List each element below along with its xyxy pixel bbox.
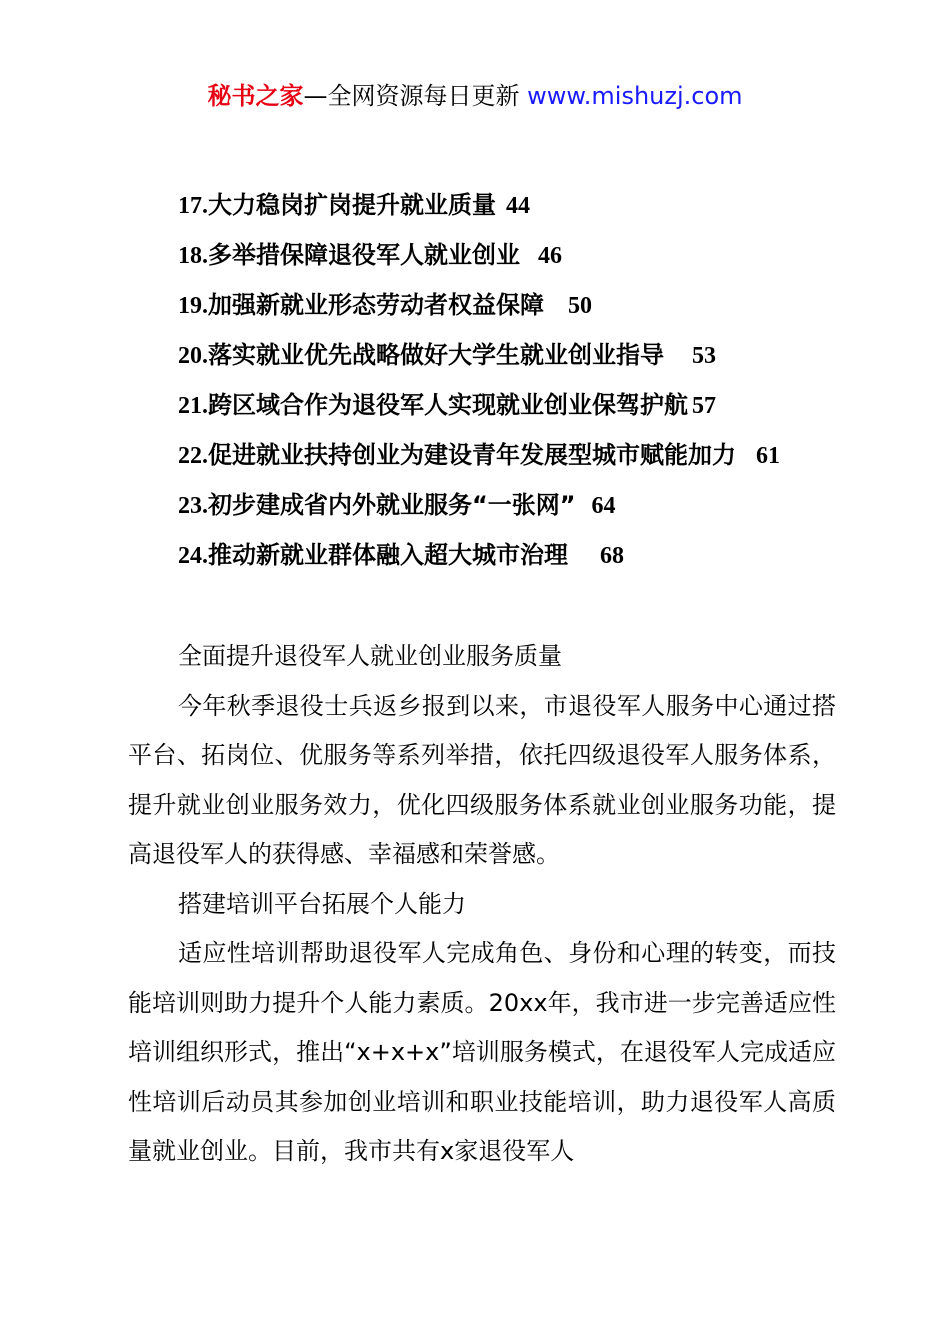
article-body (128, 632, 836, 1177)
toc-item[interactable] (178, 235, 898, 285)
toc-item-title: 跨区域合作为退役军人实现就业创业保驾护航 (208, 391, 688, 419)
section-heading: 搭建培训平台拓展个人能力 (178, 889, 466, 918)
toc-item[interactable] (178, 285, 898, 335)
toc-item-page: 57 (692, 393, 716, 419)
toc-item-page: 68 (600, 543, 624, 569)
site-header (0, 80, 950, 112)
toc-item-title: 推动新就业群体融入超大城市治理 (208, 541, 568, 569)
toc-item-title: 多举措保障退役军人就业创业 (208, 241, 520, 269)
toc-item-page: 46 (538, 243, 562, 269)
toc-item-title: 加强新就业形态劳动者权益保障 (208, 291, 544, 319)
toc-item-page: 44 (506, 193, 530, 219)
toc-item-page: 61 (756, 443, 780, 469)
toc-item-title: 初步建成省内外就业服务“一张网” (208, 491, 576, 519)
toc-item[interactable] (178, 485, 898, 535)
toc-item-page: 50 (568, 293, 592, 319)
toc-item[interactable] (178, 535, 898, 585)
site-tagline: —全网资源每日更新 (303, 82, 528, 110)
toc-item-title: 落实就业优先战略做好大学生就业创业指导 (208, 341, 664, 369)
toc-item-page: 64 (591, 493, 616, 519)
paragraph: 适应性培训帮助退役军人完成角色、身份和心理的转变，而技能培训则助力提升个人能力素质。20xx年，我市进一步完善适应性培训组织形式，推出“x+x+x”培训服务模式，在退役军人完成适应性培训后动员其参加创业培训和职业技能培训，助力退役军人高质量就业创业。目前，我市共有x家退役军人 (128, 939, 836, 1165)
site-url-link[interactable]: www.mishuzj.com (527, 82, 743, 110)
toc-item-number: 21. (178, 393, 208, 419)
toc-item-number: 20. (178, 343, 208, 369)
toc-item-number: 24. (178, 543, 208, 569)
paragraph: 今年秋季退役士兵返乡报到以来，市退役军人服务中心通过搭平台、拓岗位、优服务等系列举措，依托四级退役军人服务体系，提升就业创业服务效力，优化四级服务体系就业创业服务功能，提高退役军人的获得感、幸福感和荣誉感。 (128, 691, 836, 868)
toc-item-number: 22. (178, 443, 208, 469)
toc-item-title: 大力稳岗扩岗提升就业质量 (208, 191, 496, 219)
toc-item[interactable] (178, 335, 898, 385)
toc-item-number: 17. (178, 193, 208, 219)
toc-item-number: 19. (178, 293, 208, 319)
toc-item[interactable] (178, 385, 898, 435)
site-brand: 秘书之家 (207, 82, 304, 110)
toc-item-number: 23. (178, 493, 208, 519)
toc-item-page: 53 (692, 343, 716, 369)
toc-item[interactable] (178, 185, 898, 235)
toc-item[interactable] (178, 435, 898, 485)
table-of-contents (178, 185, 898, 585)
toc-item-title: 促进就业扶持创业为建设青年发展型城市赋能加力 (208, 441, 736, 469)
toc-item-number: 18. (178, 243, 208, 269)
section-heading: 全面提升退役军人就业创业服务质量 (178, 642, 562, 670)
